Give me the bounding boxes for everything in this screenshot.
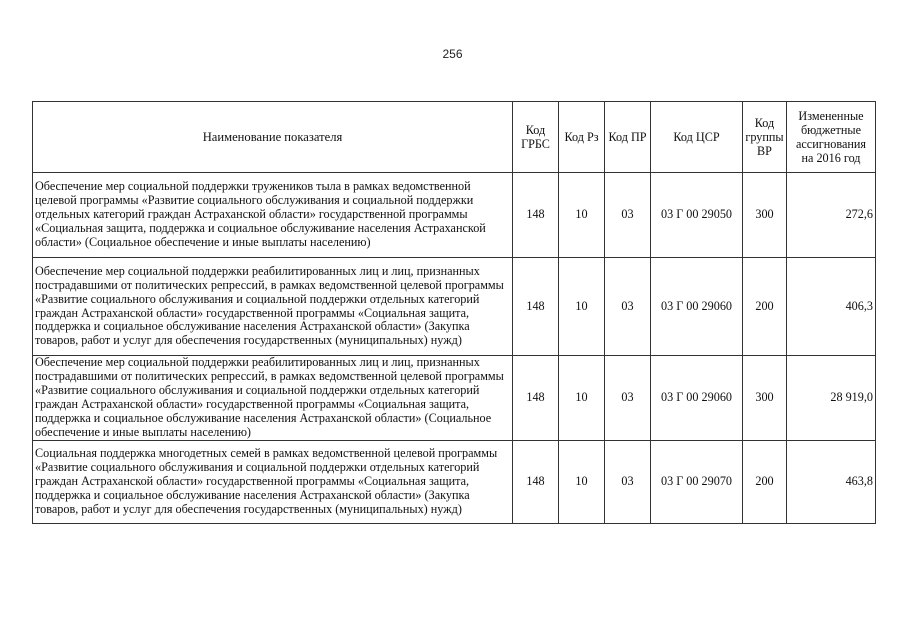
row-amount: 28 919,0 bbox=[787, 356, 876, 441]
row-amount: 463,8 bbox=[787, 441, 876, 524]
row-name: Обеспечение мер социальной поддержки реабилитированных лиц и лиц, признанных пострадавшими от политических репрессий, в рамках ведомственной целевой программы «Развитие социального обслуживания и социальной поддержки отдельных категорий граждан Астраханской области» государственной программы «Социальная защита, поддержка и социальное обслуживание населения Астраханской области» (Закупка товаров, работ и услуг для обеспечения государственных (муниципальных) нужд) bbox=[33, 258, 513, 356]
row-grbs: 148 bbox=[513, 173, 559, 258]
row-vr: 300 bbox=[743, 173, 787, 258]
row-grbs: 148 bbox=[513, 441, 559, 524]
table-header-row bbox=[33, 102, 876, 173]
header-name: Наименование показателя bbox=[33, 102, 513, 173]
header-amount: Измененные бюджетные ассигнования на 2016 год bbox=[787, 102, 876, 173]
header-pr: Код ПР bbox=[605, 102, 651, 173]
row-pr: 03 bbox=[605, 441, 651, 524]
row-vr: 200 bbox=[743, 441, 787, 524]
row-name: Социальная поддержка многодетных семей в рамках ведомственной целевой программы «Развитие социального обслуживания и социальной поддержки отдельных категорий граждан Астраханской области» государственной программы «Социальная защита, поддержка и социальное обслуживание населения Астраханской области» (Закупка товаров, работ и услуг для обеспечения государственных (муниципальных) нужд) bbox=[33, 441, 513, 524]
table-row bbox=[33, 258, 876, 356]
row-rz: 10 bbox=[559, 173, 605, 258]
row-rz: 10 bbox=[559, 258, 605, 356]
row-vr: 200 bbox=[743, 258, 787, 356]
header-rz: Код Рз bbox=[559, 102, 605, 173]
row-csr: 03 Г 00 29070 bbox=[651, 441, 743, 524]
header-csr: Код ЦСР bbox=[651, 102, 743, 173]
row-rz: 10 bbox=[559, 441, 605, 524]
header-vr: Код группы ВР bbox=[743, 102, 787, 173]
row-vr: 300 bbox=[743, 356, 787, 441]
row-grbs: 148 bbox=[513, 356, 559, 441]
table-row bbox=[33, 356, 876, 441]
header-grbs: Код ГРБС bbox=[513, 102, 559, 173]
row-pr: 03 bbox=[605, 356, 651, 441]
row-grbs: 148 bbox=[513, 258, 559, 356]
table-row bbox=[33, 173, 876, 258]
row-rz: 10 bbox=[559, 356, 605, 441]
row-amount: 272,6 bbox=[787, 173, 876, 258]
page-number: 256 bbox=[442, 47, 463, 61]
row-name: Обеспечение мер социальной поддержки тружеников тыла в рамках ведомственной целевой программы «Развитие социального обслуживания и социальной поддержки отдельных категорий граждан Астраханской области» государственной программы «Социальная защита, поддержка и социальное обслуживание населения Астраханской области» (Социальное обеспечение и иные выплаты населению) bbox=[33, 173, 513, 258]
row-csr: 03 Г 00 29050 bbox=[651, 173, 743, 258]
budget-table bbox=[32, 101, 876, 524]
row-csr: 03 Г 00 29060 bbox=[651, 356, 743, 441]
row-amount: 406,3 bbox=[787, 258, 876, 356]
row-name: Обеспечение мер социальной поддержки реабилитированных лиц и лиц, признанных пострадавшими от политических репрессий, в рамках ведомственной целевой программы «Развитие социального обслуживания и социальной поддержки отдельных категорий граждан Астраханской области» государственной программы «Социальная защита, поддержка и социальное обслуживание населения Астраханской области» (Социальное обеспечение и иные выплаты населению) bbox=[33, 356, 513, 441]
row-pr: 03 bbox=[605, 258, 651, 356]
row-pr: 03 bbox=[605, 173, 651, 258]
table-row bbox=[33, 441, 876, 524]
row-csr: 03 Г 00 29060 bbox=[651, 258, 743, 356]
